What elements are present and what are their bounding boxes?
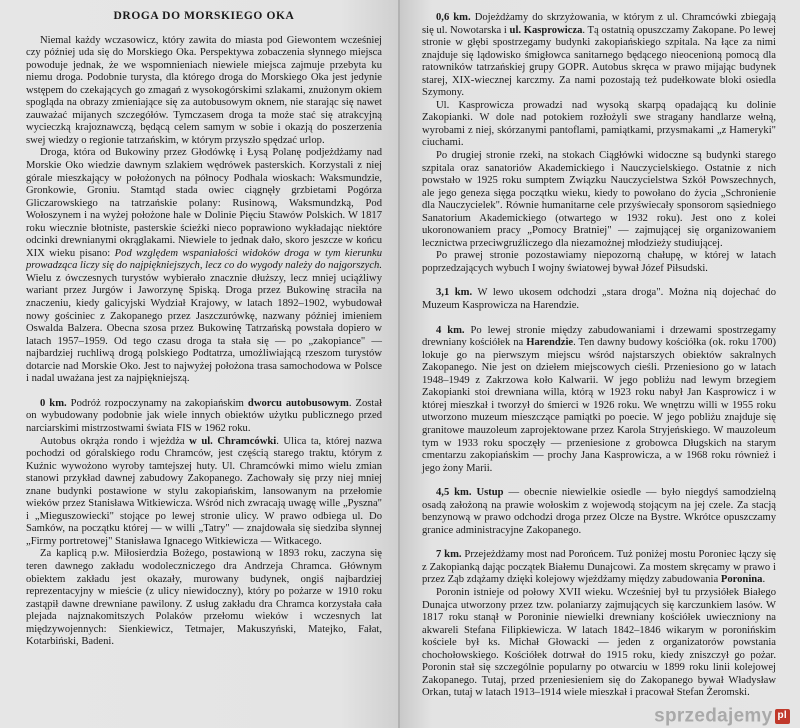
chapter-title: DROGA DO MORSKIEGO OKA — [113, 10, 295, 22]
paragraph-history — [26, 147, 382, 385]
chramcowki-text-b: . Ulica ta, której nazwa pochodzi od góralskiego rodu Chramców, jest częścią starego traktu, którym z Kuźnic wywożono wyroby tamtejszej huty. Ul. Chramcówki mimo wielu zmian stanowi przykład dawnej zabudowy Zakopanego. Zachowały się przy niej mniej znane budynki postawione w stylu zakopiańskim, lansowanym na przełomie wieków przez Stanisława Witkiewicza. Wśród nich zwracają uwagę wille „Pyszna" i „Mieguszowiecki" stojące po lewej stronie ulicy. W prawo odbiega ul. Do Samków, na początku której — w willi „Tatry" — znajdowała się siedziba słynnej „Firmy portretowej" Stanisława Ignacego Witkiewicza — Witkacego. — [26, 435, 382, 547]
place-name: Harendzie — [526, 337, 574, 349]
watermark-badge: pl — [775, 709, 791, 724]
km-0-6-text-a: Dojeżdżamy do skrzyżowania, w którym z ul. Chramcówki zbiegają się ul. Nowotarska i — [422, 12, 776, 36]
km-4-text-b: . Ten dawny budowy kościółka (ok. roku 1700) lokuje go na pierwszym miejscu wśród najstarszych obiektów sakralnych Zakopanego. Nie jest on dziełem miejscowych cieśli. Przeniesiono go w latach 1948–1949 z Zakrzowa koło Kalwarii. W jego pobliżu nad lewym brzegiem Zakopianki stoi drewniana willa, którą w 1923 roku nabył Jan Kasprowicz i w której mieszkał i tworzył do śmierci w 1926 roku. We wnętrzu willi w 1955 roku utworzono muzeum mieszczące pamiątki po poecie. W jego pobliżu znajduje się granitowe mauzoleum zaprojektowane przez Karola Stryjeńskiego. W mauzoleum tym w 1933 roku spoczęły — przeniesione z grobowca Długskich na starym cmentarzu zakopiańskim — prochy Jana Kasprowicza, a w 1968 roku również i jego żony Marii. — [422, 337, 776, 474]
paragraph-kasprowicza-street: Ul. Kasprowicza prowadzi nad wysoką skarpą opadającą ku dolinie Zakopianki. W dole nad potokiem rozłożyli swe stragany handlarze wełną, wyrobami z niej, skórzanymi pantoflami, pamiątkami, przysmakami „z Hameryki" ciuchami. — [422, 99, 776, 149]
paragraph-km-0 — [26, 398, 382, 436]
km-marker: 7 km. — [436, 549, 462, 561]
km-0-text-b: . Został on wybudowany podobnie jak wiele innych obiektów użytku publicznego przed narciarskimi mistrzostwami świata FIS w 1962 roku. — [26, 397, 383, 434]
place-name: w ul. Chramcówki — [189, 435, 277, 447]
paragraph-chramiec: Za kaplicą p.w. Miłosierdzia Bożego, postawioną w 1893 roku, zaczyna się teren dawnego zakładu wodoleczniczego dra Andrzeja Chramca. Głównym obiektem zakładu jest okazały, murowany budynek, ongiś najbardziej reprezentacyjny w mieście (z ulicy niewidoczny), który po pożarze w 1910 roku zastąpił dawne drewniane pawilony. Z usług zakładu dra Chramca korzystała cała plejada najznakomitszych Polaków przełomu wieków i wczesnych lat międzywojennych: Sienkiewicz, Tetmajer, Makuszyński, Matejko, Fałat, Kotarbiński, Badeni. — [26, 548, 382, 648]
place-name: dworcu autobusowym — [247, 397, 349, 409]
paragraph-km-3-1 — [422, 287, 776, 312]
site-watermark — [654, 705, 790, 727]
place-name: ul. Kasprowicza — [509, 24, 583, 36]
paragraph-poronin: Poronin istnieje od połowy XVII wieku. Wcześniej był tu przysiółek Białego Dunajca utworzony przez tzw. polaniarzy zajmujących się karczunkiem lasów. W 1817 roku stanął w Poroninie niewielki drewniany kościółek uwieczniony na akwareli Stefana Filipkiewicza. W latach 1842–1846 wikarym w poronińskim kościele był ks. Michał Głowacki — jeden z organizatorów powstania chochołowskiego. Kościółek dotrwał do 1915 roku, kiedy zniszczył go pożar. Poronin stał się szczególnie popularny po otwarciu w 1899 roku linii kolejowej Zakopanego. Tutaj, przed przeniesieniem się do Zakopanego bywał Władysław Orkan, tutaj w latach 1913–1914 wiele mieszkał i pracował Stefan Żeromski. — [422, 586, 776, 699]
chramcowki-text-a: Autobus okrąża rondo i wjeżdża — [40, 435, 190, 447]
km-marker: 0,6 km. — [436, 12, 471, 23]
km-marker: 4,5 km. — [436, 487, 472, 499]
history-text-a: Droga, która od Bukowiny przez Głodówkę i Łysą Polanę podjeżdżamy nad Morskie Oko wiedzie dawnym szlakiem wędrówek pasterskich. Korzystali z niej górale mieszkający w położonych na północy Podhala wioskach: Waksmundzie, Gronkowie, Groniu. Stamtąd stada owiec ciągnęły grzbietami Pogórza Gliczarowskiego na tatrzańskie polany: Rusinową, Waksmundzką, Pod Wołoszynem i na wyżej położone hale w Dolinie Pięciu Stawów Polskich. W 1817 roku wiecznie błotniste, pasterskie ścieżki nieco poprawiono wykładając niektóre odcinki drewnianymi okrąglakami. Niewiele to jednak dało, skoro jeszcze w końcu XIX wieku pisano: — [26, 147, 382, 259]
km-7-text-a: Przejeżdżamy most nad Porońcem. Tuż poniżej mostu Poroniec łączy się z Zakopianką dając początek Białemu Dunajcowi. Za mostem skręcamy w prawo i przez Ząb zdążamy dzięki kolejowy wjeżdżamy między zabudowania — [422, 549, 777, 586]
paragraph-km-0-6 — [422, 12, 776, 100]
paragraph-sanatoria: Po drugiej stronie rzeki, na stokach Ciągłówki widoczne są budynki starego szpitala oraz sanatoriów Akademickiego i Nauczycielskiego. Ostatnie z nich powstało w 1925 roku sumptem Związku Nauczycielstwa Szkół Powszechnych, ale jego geneza sięga początku wieku, kiedy to powołano do życia „Schronienie dla Nauczycielek". Równie humanitarne cele przyświecały sponsorom sąsiedniego Sanatorium Akademickiego (otwartego w 1932 roku). Jest ono z kolei ukoronowaniem pracy „Pomocy Bratniej" — zajmującej się organizowaniem lecznictwa przeciwgruźliczego dla niezamożnej młodzieży studiującej. — [422, 150, 776, 249]
km-0-6-text-b: . Tą ostatnią opuszczamy Zakopane. Po lewej stronie w głębi spostrzegamy budynki zakopiańskiego szpitala. Na łące za nimi znajduje się lądowisko śmigłowca sanitarnego będącego nieocenioną pomocą dla ratowników tatrzańskiej grupy GOPR. Autobus skręca w prawo mijając budynek starej, XIX-wiecznej karczmy. Za nami pozostają też pudełkowate bloki osiedla Szymony. — [422, 24, 776, 99]
km-0-text-a: Podróż rozpoczynamy na zakopiańskim — [66, 397, 248, 409]
paragraph-chramcowki — [26, 436, 382, 549]
paragraph-km-4 — [422, 325, 776, 476]
place-name: Poronina — [720, 574, 763, 586]
right-page — [400, 0, 800, 728]
km-4-5-text: — obecnie niewielkie osiedle — było niegdyś samodzielną osadą założoną na prawie wołoskim z wojewodą stojącym na jej czele. Za stacją benzynową w prawo odchodzi droga przez Olcze na Bystre. Wkrótce opuszczamy granice administracyjne Zakopanego. — [422, 487, 776, 536]
place-name: Ustup — [476, 487, 504, 499]
km-marker: 3,1 km. — [436, 287, 473, 299]
history-text-b: Wielu z ówczesnych turystów wybierało znacznie dłuższy, lecz mniej uciążliwy wariant przez Jurgów i Jaworzynę Spiską. Droga przez Bukowinę straciła na znaczeniu, kiedy galicyjski Wydział Krajowy, w latach 1892–1902, wybudował nowy gościniec z Zakopanego przez Jaszczurówkę, nazwany później imieniem Oswalda Balzera. Obecna szosa przez Bukowinę Tatrzańską powstała dopiero w latach 1957–1959. Od tego czasu droga ta stała się — po „zakopiance" — najbardziej ruchliwą drogą polskiego Podtatrza, umożliwiającą rzeszom turystów dotarcie nad Morskie Oko. Jest to najwyżej położona trasa samochodowa w Polsce i nadal uważana jest za najpiękniejszą. — [26, 272, 382, 385]
km-marker: 4 km. — [436, 324, 465, 336]
paragraph-km-7 — [422, 549, 776, 587]
km-marker: 0 km. — [40, 397, 67, 409]
paragraph-pilsudski: Po prawej stronie pozostawiamy niepozorną chałupę, w której w latach poprzedzających wybuch I wojny światowej bywał Józef Piłsudski. — [422, 250, 776, 274]
km-7-text-b: . — [762, 574, 766, 586]
km-4-text-a: Po lewej stronie między zabudowaniami i drzewami spostrzegamy drewniany kościółek na — [422, 324, 777, 349]
paragraph-intro: Niemal każdy wczasowicz, który zawita do miasta pod Giewontem wcześniej czy później uda się do Morskiego Oka. Perspektywa zobaczenia słynnego miejsca powoduje jednak, że we wspomnieniach niewiele miejsca zajmuje przebyta ku niemu droga. Podobnie turysta, dla którego droga do Morskiego Oka jest jedynie wstępem do czekających go zmagań z wysokogórskimi szlakami, znużonym okiem spogląda na obrazy zmieniające się za autobusowym oknem, nie starając się nawet zauważać mijanych szczegółów. Tymczasem droga ta może stać się atrakcyjną wycieczką krajoznawczą, będącą celem samym w sobie i okazją do poszerzenia swej wiedzy o regionie tatrzańskim, w którym przyszło spędzać urlop. — [26, 34, 382, 146]
historical-quote: Pod względem wspaniałości widoków droga w tym kierunku prowadząca liczy się do najpiękniejszych, lecz co do wygody należy do najgorszych. — [26, 247, 382, 272]
paragraph-km-4-5 — [422, 487, 776, 537]
km-3-1-text: W lewo ukosem odchodzi „stara droga". Można nią dojechać do Muzeum Kasprowicza na Harendzie. — [422, 287, 776, 312]
watermark-text: sprzedajemy — [654, 705, 773, 727]
